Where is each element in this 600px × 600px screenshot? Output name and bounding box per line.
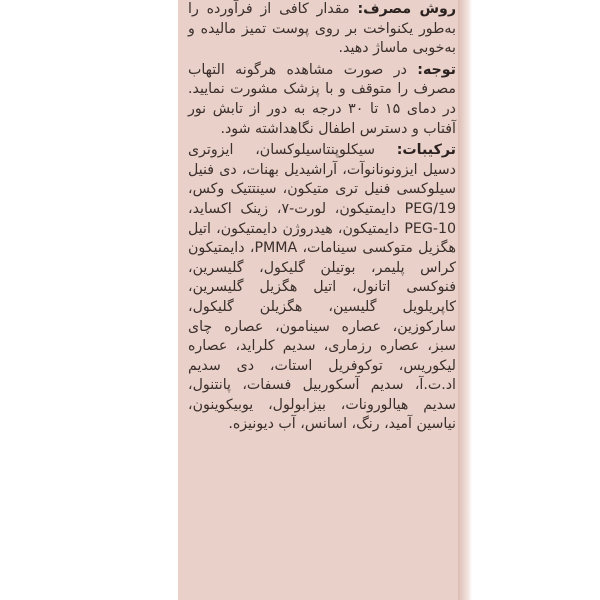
- usage-text: مقدار کافی از فرآورده را به‌طور یکنواخت بر روی پوست تمیز مالیده و به‌خوبی ماساژ دهید.: [188, 1, 456, 57]
- ingredients-section: [188, 141, 456, 435]
- caution-section: [188, 61, 456, 139]
- product-label-text: [188, 0, 456, 435]
- panel-edge: [458, 0, 472, 600]
- caution-label: توجه:: [417, 61, 456, 78]
- caution-text: در صورت مشاهده هرگونه التهاب مصرف را متوقف و با پزشک مشورت نمایید. در دمای ۱۵ تا ۳۰ درجه به دور از تابش نور آفتاب و دسترس اطفال نگاهداشته شود.: [188, 61, 456, 137]
- usage-section: [188, 0, 456, 59]
- ingredients-label: ترکیبات:: [396, 142, 456, 159]
- usage-label: روش مصرف:: [357, 1, 457, 17]
- ingredients-text: سیکلوپنتاسیلوکسان، ایزوتری دسیل ایزونونانوآت، آراشیدیل بهنات، دی فنیل سیلوکسی فنیل تری متیکون، سینتتیک وکس، PEG/19 دایمتیکون، لورت-۷، زینک اکساید، PEG-10 دایمتیکون، هیدروژن دایمتیکون، اتیل هگزیل متوکسی سینامات، PMMA، دایمتیکون کراس پلیمر، بوتیلن گلیکول، گلیسرین، فنوکسی اتانول، اتیل هگزیل گلیسرین، کاپریلویل گلیسین، هگزیلن گلیکول، سارکوزین، عصاره سینامون، عصاره چای سبز، عصاره رزماری، سدیم کلراید، عصاره لیکوریس، توکوفریل استات، دی سدیم اد.ت.آ، سدیم آسکوربیل فسفات، پانتنول، سدیم هیالورونات، بیزابولول، یوبیکوینون، نیاسین آمید، رنگ، اسانس، آب دیونیزه.: [188, 142, 456, 433]
